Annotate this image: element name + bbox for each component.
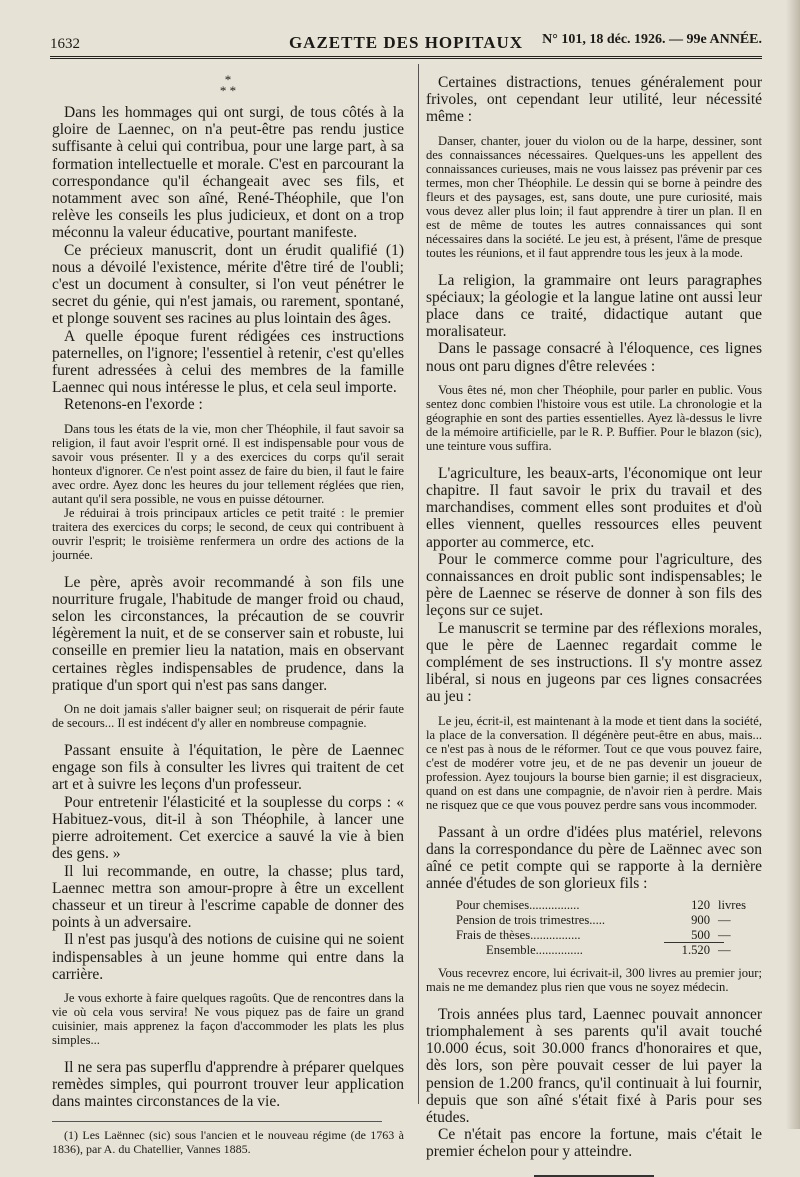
expense-row [456,913,762,928]
expense-unit: — [718,913,731,928]
expense-unit: livres [718,898,746,913]
header-rule [50,56,762,59]
quotation: Vous êtes né, mon cher Théophile, pour parler en public. Vous sentez donc combien l'histoire vous est utile. La chronologie et la géographie en sont des parties essentielles. Ayez là-dessus le livre de la mémoire artificielle, par le R. P. Buffier. Pour le blazon (sic), une teinture vous suffira. [426,382,762,453]
paragraph: A quelle époque furent rédigées ces instructions paternelles, on l'ignore; l'essentiel à retenir, c'est qu'elles furent adressées à celui des membres de la famille Laennec qui nous intéresse le plus, et cela seul importe. [52,327,404,397]
section-stars [52,74,404,96]
expense-total-label: Ensemble............... [486,943,583,958]
quotation: On ne doit jamais s'aller baigner seul; on risquerait de périr faute de secours... Il est indécent d'y aller en nombreuse compagnie. [52,702,404,731]
paragraph: Passant à un ordre d'idées plus matériel, relevons dans la correspondance du père de Laënnec avec son aîné ce petit compte qui se rapporte à la dernière année d'études de son glorieux fils : [426,823,762,893]
paragraph: Le père, après avoir recommandé à son fils une nourriture frugale, l'habitude de manger froid ou chaud, selon les circonstances, la précaution de se couvrir légèrement la nuit, et de se conserver sain et robuste, lui conseille en premier lieu la natation, mais en observant certaines règles indispensables de prudence, dans la pratique d'un sport qui n'est pas sans danger. [52,573,404,694]
expense-label: Pour chemises................ [456,898,580,913]
paragraph: Il n'est pas jusqu'à des notions de cuisine qui ne soient indispensables à un jeune homme qui entre dans la carrière. [52,931,404,983]
column-divider [418,64,419,1104]
quotation: Dans tous les états de la vie, mon cher Théophile, il faut savoir sa religion, il faut avoir l'esprit orné. Il est indispensable pour vous de savoir vous présenter. Il y a des exercices du corps qu'il serait honteux d'ignorer. Ce n'est point assez de faire du bien, il faut le faire avec ordre. Ayez donc les heures du jour tellement réglées que rien, autant qu'il sera possible, ne vous en puisse détourner. [52,421,404,506]
quotation: Danser, chanter, jouer du violon ou de la harpe, dessiner, sont des connaissances nécessaires. Quelques-uns les appellent des connaissances curieuses, mais ne vous laissez pas prévenir par ces termes, mon cher Théophile. Le dessin qui se borne à peindre des fleurs et des paysages, est, sans doute, une pure curiosité, mais vous devez aller plus loin; il faut apprendre à tirer un plan. Il en est de même de toutes les autres connaissances qui sont nécessaires dans la société. Le jeu est, à présent, l'âme de presque toutes les réunions, et il faut apprendre tous les jeux à la mode. [426,133,762,260]
expense-label: Frais de thèses................ [456,927,581,942]
paragraph: Ce n'était pas encore la fortune, mais c'était le premier échelon pour y atteindre. [426,1126,762,1161]
expense-amount: 500 [691,927,710,942]
footnote-rule [52,1121,382,1122]
quotation: Je vous exhorte à faire quelques ragoûts. Que de rencontres dans la vie où cela vous servira! Ne vous piquez pas de faire un grand cuisinier, mais apprenez la façon d'accommoder les plats les plus simples... [52,990,404,1047]
expense-total-unit: — [718,943,731,958]
expense-total-amount: 1.520 [681,943,710,958]
expense-total-row [456,943,762,958]
right-column [426,74,762,1177]
paragraph: Pour entretenir l'élasticité et la souplesse du corps : « Habituez-vous, dit-il à son Théophile, à lancer une pierre adroitement. Cet exercice a sauvé la vie à bien des gens. » [52,793,404,863]
left-column [52,74,404,1156]
paragraph: Il lui recommande, en outre, la chasse; plus tard, Laennec mettra son amour-propre à être un excellent chasseur et un tireur à l'escrime capable de donner des points à un adversaire. [52,862,404,932]
paragraph: Le manuscrit se termine par des réflexions morales, que le père de Laennec regardait comme le complément de ses instructions. Il s'y montre assez libéral, si nous en jugeons par ces lignes consacrées au jeu : [426,619,762,706]
expense-table [456,898,762,957]
quotation: Je réduirai à trois principaux articles ce petit traité : le premier traitera des exercices du corps; le second, de ceux qui contribuent à ouvrir l'esprit; le troisième renfermera un ordre des actions de la journée. [52,505,404,562]
end-ornament [534,1175,654,1177]
expense-unit: — [718,927,731,942]
paragraph: Dans les hommages qui ont surgi, de tous côtés à la gloire de Laennec, on n'a peut-être pas rendu justice suffisante à celui qui contribua, pour une large part, à sa formation intellectuelle et morale. C'est en parcourant la correspondance qu'il échangeait avec ses fils, et notamment avec son aîné, René-Théophile, que l'on relève les conseils les plus judicieux, et dont on a trop méconnu la valeur éducative, pourtant manifeste. [52,104,404,242]
page-edge-shadow [786,0,800,1129]
quotation: Vous recevrez encore, lui écrivait-il, 300 livres au premier jour; mais ne me demandez plus rien que vous ne soyez médecin. [426,965,762,994]
journal-title: GAZETTE DES HOPITAUX [288,33,524,52]
footnote: (1) Les Laënnec (sic) sous l'ancien et le nouveau régime (de 1763 à 1836), par A. du Chatellier, Vannes 1885. [52,1127,404,1156]
quotation: Le jeu, écrit-il, est maintenant à la mode et tient dans la société, la place de la conversation. Il dégénère peut-être en abus, mais... ce n'est pas à nous de le réformer. Tout ce que vous pouvez faire, c'est de modérer votre jeu, et de ne pas devenir un joueur de profession. Ayez toujours la bourse bien garnie; il est disgracieux, quand on est dans une compagnie, de n'avoir rien à perdre. Mais ne risquez que ce que vous pouvez perdre sans vous incommoder. [426,713,762,812]
paragraph: Certaines distractions, tenues généralement pour frivoles, ont cependant leur utilité, leur nécessité même : [426,74,762,126]
expense-amount: 900 [691,913,710,928]
expense-row [456,928,762,943]
paragraph: Passant ensuite à l'équitation, le père de Laennec engage son fils à consulter les livres qui traitent de cet art et à suivre les leçons d'un professeur. [52,742,404,794]
expense-label: Pension de trois trimestres..... [456,913,606,928]
paragraph: L'agriculture, les beaux-arts, l'économique ont leur chapitre. Il faut savoir le prix du travail et des marchandises, comment elles sont produites et d'où elles viennent, quelles ressources elles peuvent apporter au commerce, etc. [426,464,762,551]
star-line: * * [219,83,237,98]
expense-row [456,898,762,913]
page-header [50,30,762,52]
paragraph: Ce précieux manuscrit, dont un érudit qualifié (1) nous a dévoilé l'existence, mérite d'être tiré de l'oubli; c'est un document à consulter, si l'on veut pénétrer le secret du génie, qui n'est jamais, ou rarement, spontané, et plonge souvent ses racines au plus lointain des âges. [52,241,404,328]
paragraph: Dans le passage consacré à l'éloquence, ces lignes nous ont paru dignes d'être relevées : [426,340,762,375]
paragraph: Pour le commerce comme pour l'agriculture, des connaissances en droit public sont indispensables; le père de Laennec se réserve de donner à son fils des leçons sur ce sujet. [426,550,762,620]
paragraph: La religion, la grammaire ont leurs paragraphes spéciaux; la géologie et la langue latine ont aussi leur place dans ce traité, didactique autant que moralisateur. [426,271,762,341]
page-number: 1632 [50,36,80,52]
paragraph: Trois années plus tard, Laennec pouvait annoncer triomphalement à ses parents qu'il avait touché 10.000 écus, soit 30.000 francs d'honoraires et que, dès lors, son père pouvait cesser de lui payer la pension de 1.200 francs, qu'il continuait à lui fournir, depuis que son aîné s'était fixé à Paris pour ses études. [426,1005,762,1127]
issue-info: N° 101, 18 déc. 1926. — 99e ANNÉE. [542,32,762,47]
expense-amount: 120 [691,898,710,913]
paragraph: Il ne sera pas superflu d'apprendre à préparer quelques remèdes simples, qui pourront trouver leur application dans maintes circonstances de la vie. [52,1058,404,1111]
star-line: * [224,72,232,87]
paragraph: Retenons-en l'exorde : [64,396,203,414]
